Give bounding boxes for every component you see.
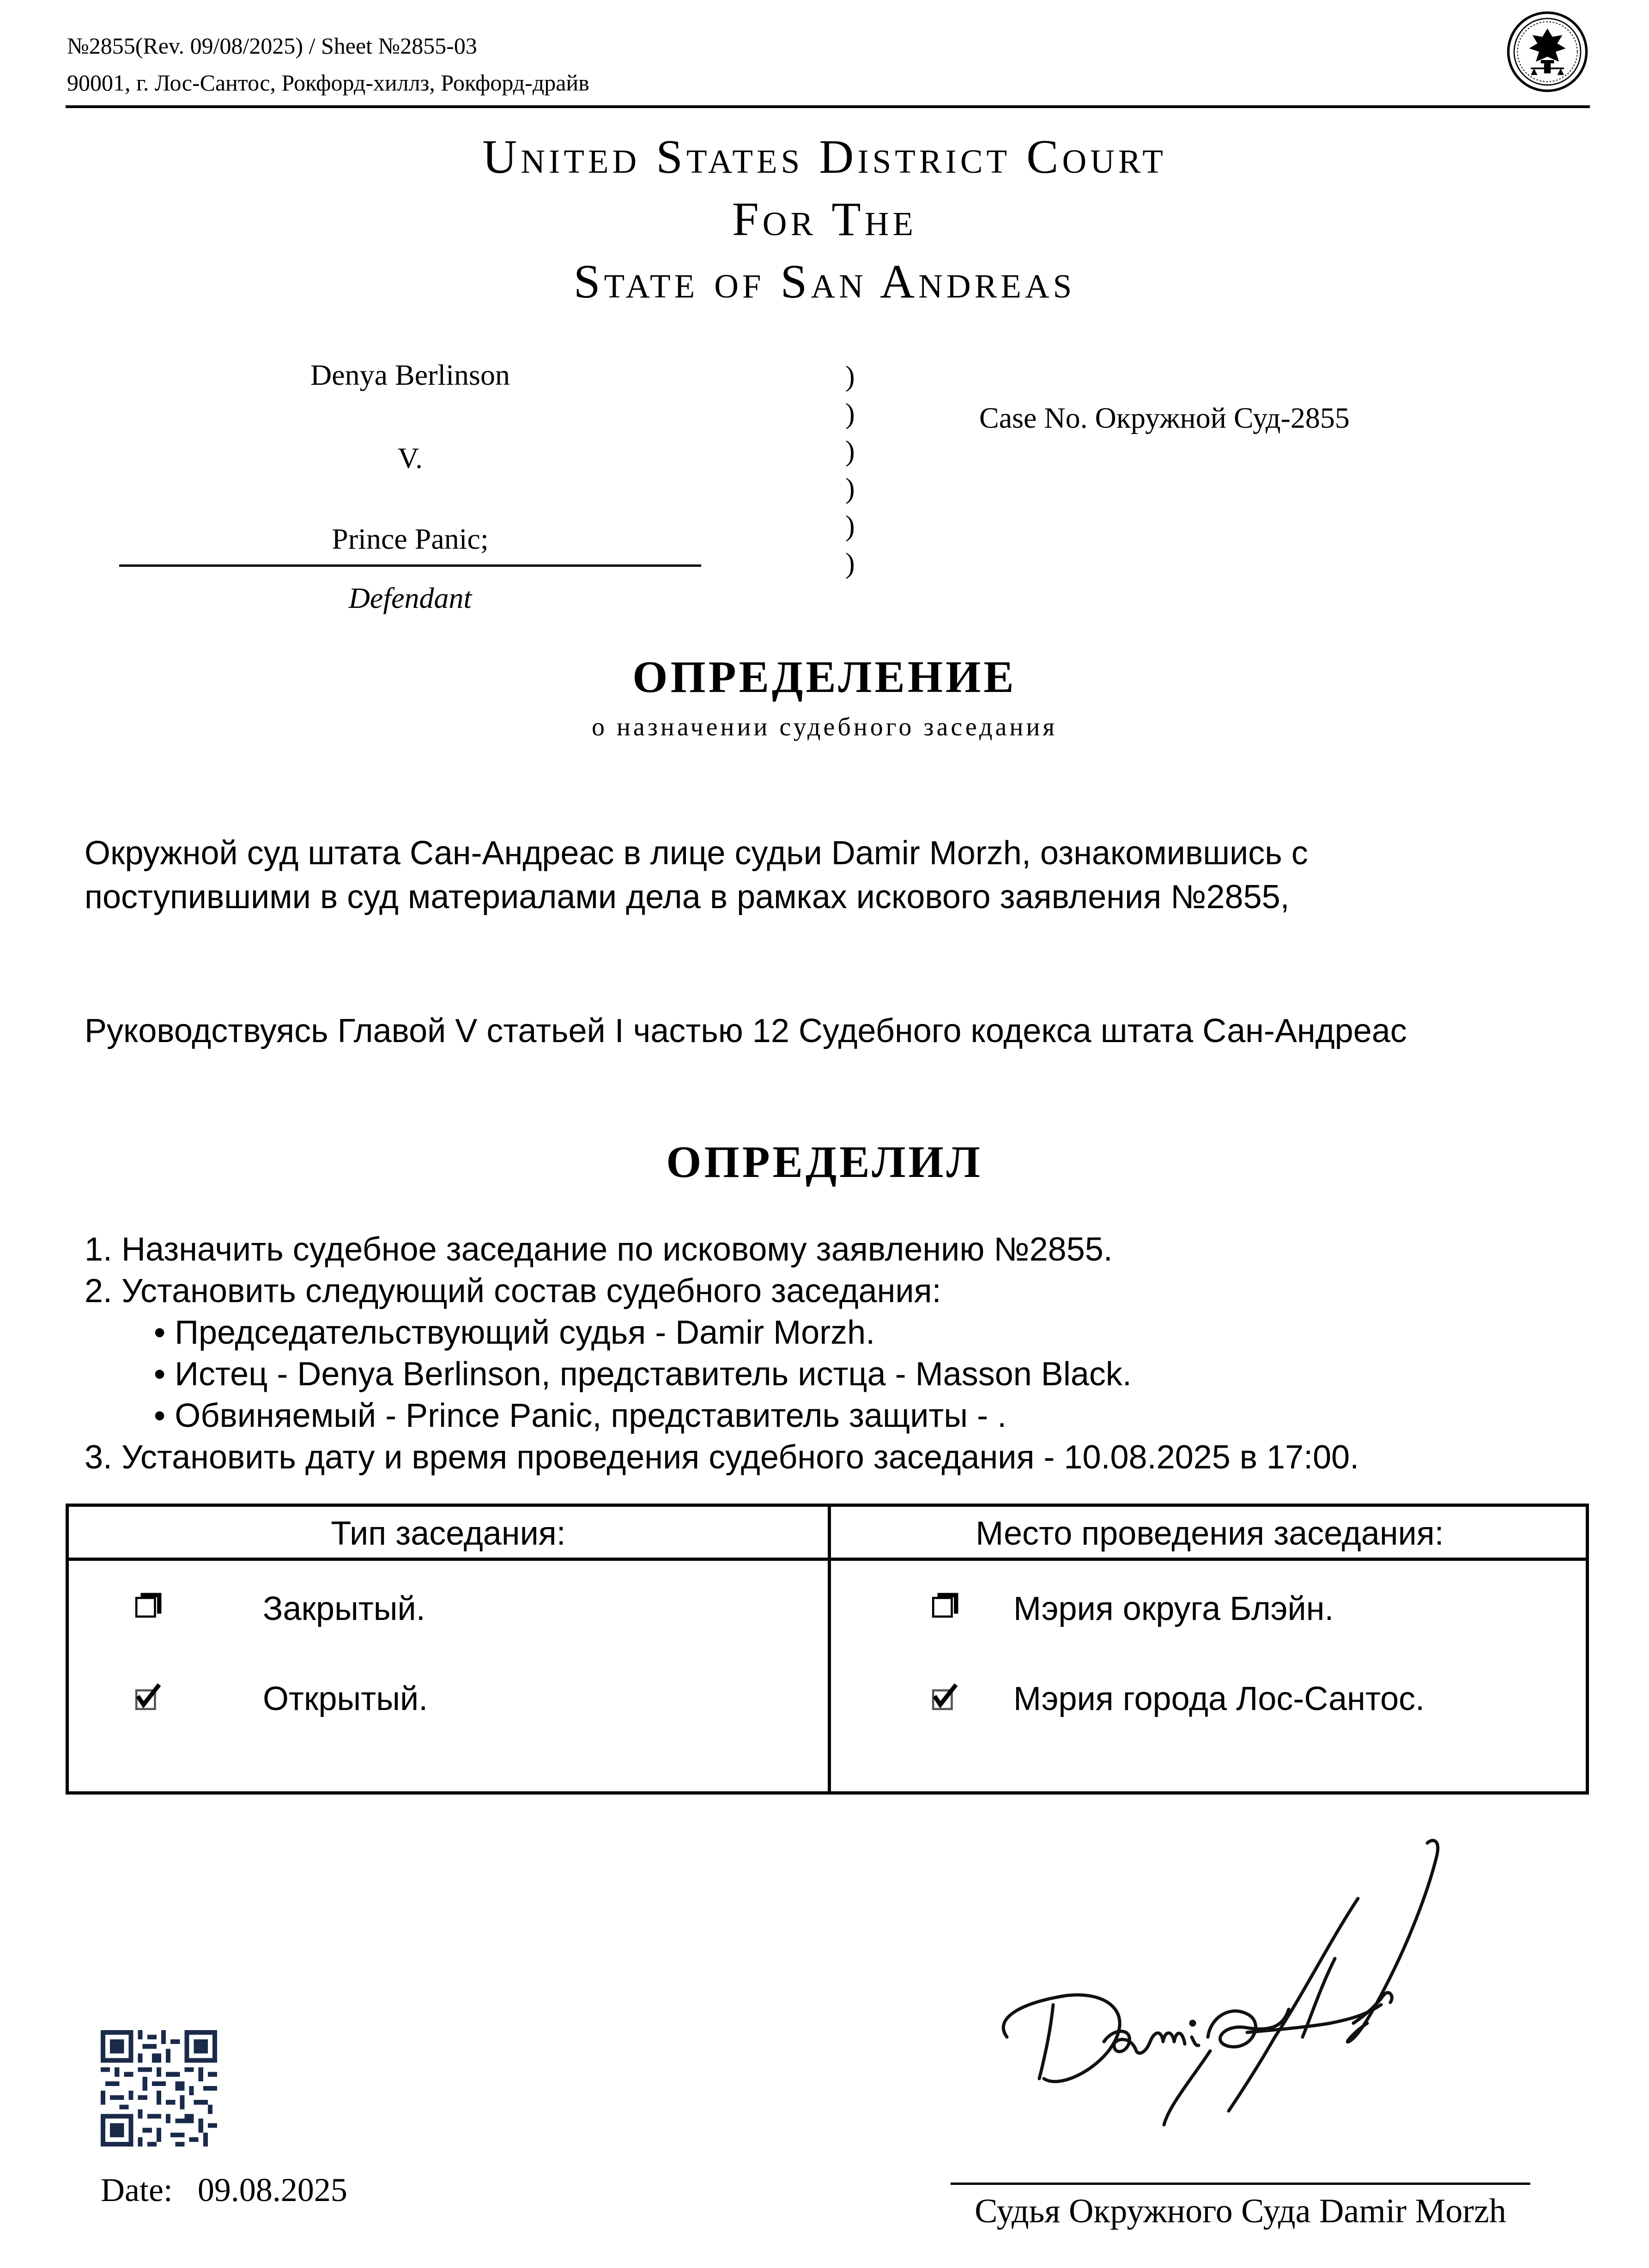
intro-line: Окружной суд штата Сан-Андреас в лице судьи Damir Morzh, ознакомившись с [85,835,1308,872]
caption-divider [119,564,701,567]
ruling-item: 3. Установить дату и время проведения судебного заседания - 10.08.2025 в 17:00. [85,1439,1359,1476]
court-name-line-1: United States District Court [482,130,1167,183]
caption-parentheses [845,358,855,582]
ruling-subitem: • Обвиняемый - Prince Panic, представитель защиты - . [154,1397,1007,1434]
intro-paragraph [85,831,1609,919]
plaintiff-name: Denya Berlinson [310,358,510,391]
defendant-name: Prince Panic; [332,522,489,555]
signature-icon [952,1820,1534,2171]
ruling-item: 2. Установить следующий состав судебного заседания: [85,1273,941,1310]
qr-code-icon [101,2030,217,2147]
session-type-header: Тип заседания: [331,1515,566,1552]
caption-paren: ) [845,436,855,467]
document-date [101,2171,347,2209]
document-subtitle: о назначении судебного заседания [591,713,1058,741]
caption-paren: ) [845,473,855,504]
reference-line: №2855(Rev. 09/08/2025) / Sheet №2855-03 [67,33,477,59]
caption-paren: ) [845,548,855,579]
caption-paren: ) [845,398,855,430]
table-column-divider [828,1507,831,1791]
session-table [66,1504,1589,1795]
signature-line [951,2183,1530,2185]
checkbox-empty-icon[interactable] [930,1592,959,1621]
versus-label: V. [398,442,423,474]
defendant-role: Defendant [348,582,472,614]
ruling-item: 1. Назначить судебное заседание по исковому заявлению №2855. [85,1231,1113,1268]
ruling-subitem: • Председательствующий судья - Damir Morzh. [154,1314,875,1351]
date-label: Date: [101,2171,173,2208]
court-seal-icon [1506,10,1589,93]
date-value: 09.08.2025 [197,2171,347,2208]
caption-paren: ) [845,510,855,542]
court-name-line-3: State of San Andreas [573,255,1076,308]
ruling-list [85,1229,1609,1478]
option-closed-session: Закрытый. [263,1590,425,1627]
legal-basis: Руководствуясь Главой V статьей I частью 12 Судебного кодекса штата Сан-Андреас [85,1013,1407,1049]
checkbox-empty-icon[interactable] [133,1592,162,1621]
option-los-santos-city-hall: Мэрия города Лос-Сантос. [1013,1680,1425,1717]
ruling-title: ОПРЕДЕЛИЛ [666,1137,983,1187]
caption-paren: ) [845,361,855,392]
option-open-session: Открытый. [263,1680,428,1717]
document-title: ОПРЕДЕЛЕНИЕ [632,652,1017,702]
ruling-subitem: • Истец - Denya Berlinson, представитель истца - Masson Black. [154,1356,1132,1393]
header-divider [66,105,1590,108]
intro-line: поступившими в суд материалами дела в рамках искового заявления №2855, [85,879,1290,916]
table-header-divider [69,1558,1586,1561]
court-address: 90001, г. Лос-Сантос, Рокфорд-хиллз, Рокфорд-драйв [67,70,589,96]
checkbox-checked-icon[interactable] [133,1683,162,1712]
checkbox-checked-icon[interactable] [930,1683,959,1712]
session-place-header: Место проведения заседания: [976,1515,1444,1552]
court-name-line-2: For The [732,193,917,246]
option-blaine-county-hall: Мэрия округа Блэйн. [1013,1590,1334,1627]
judge-title: Судья Окружного Суда Damir Morzh [975,2192,1506,2230]
case-number: Case No. Окружной Суд-2855 [979,401,1350,434]
